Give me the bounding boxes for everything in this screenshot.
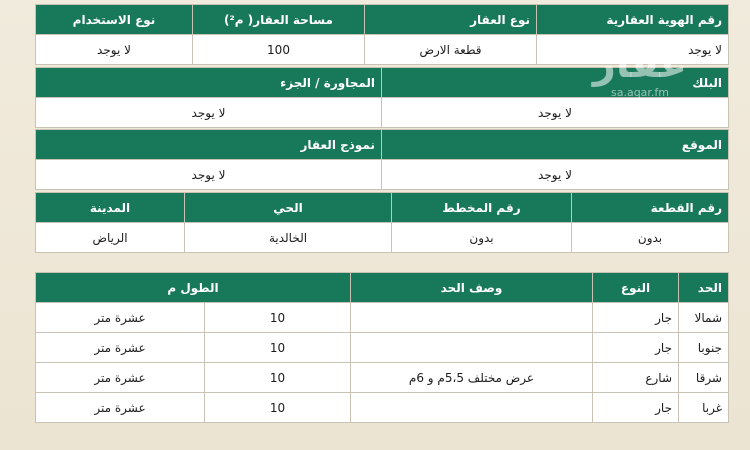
header-boundary-side: الحد: [679, 273, 729, 303]
value-plan-number: بدون: [392, 223, 572, 253]
header-district: الحي: [185, 193, 392, 223]
table-row: [36, 333, 729, 363]
boundary-length-number: 10: [205, 363, 351, 393]
header-property-type: نوع العقار: [365, 5, 537, 35]
header-usage-type: نوع الاستخدام: [36, 5, 193, 35]
header-plot-number: رقم القطعة: [572, 193, 729, 223]
boundary-type: جار: [593, 333, 679, 363]
boundary-length-words: عشرة متر: [36, 303, 205, 333]
value-district: الخالدية: [185, 223, 392, 253]
value-property-id: لا يوجد: [537, 35, 729, 65]
watermark-logo: عقار: [592, 41, 688, 87]
boundaries-table: [35, 272, 729, 423]
boundary-length-words: عشرة متر: [36, 363, 205, 393]
header-location: الموقع: [382, 130, 729, 160]
boundary-side: غربا: [679, 393, 729, 423]
table-row: [36, 393, 729, 423]
boundary-side: شرقا: [679, 363, 729, 393]
header-city: المدينة: [36, 193, 185, 223]
watermark-url: sa.aqar.fm: [610, 86, 670, 99]
boundary-length-words: عشرة متر: [36, 393, 205, 423]
boundary-length-number: 10: [205, 303, 351, 333]
boundary-description: [351, 393, 593, 423]
header-property-model: نموذج العقار: [36, 130, 382, 160]
boundary-side: شمالا: [679, 303, 729, 333]
property-table: [35, 4, 729, 65]
value-neighborhood-part: لا يوجد: [36, 98, 382, 128]
header-boundary-length: الطول م: [36, 273, 351, 303]
boundary-length-number: 10: [205, 333, 351, 363]
boundary-description: [351, 333, 593, 363]
plan-table: [35, 192, 729, 253]
value-property-area: 100: [193, 35, 365, 65]
header-block: البلك: [382, 68, 729, 98]
header-boundary-description: وصف الحد: [351, 273, 593, 303]
value-city: الرياض: [36, 223, 185, 253]
header-boundary-type: النوع: [593, 273, 679, 303]
header-property-area: مساحة العقار( م²): [193, 5, 365, 35]
block-table: [35, 67, 729, 128]
boundary-side: جنوبا: [679, 333, 729, 363]
boundary-length-number: 10: [205, 393, 351, 423]
value-property-type: قطعة الارض: [365, 35, 537, 65]
boundary-type: شارع: [593, 363, 679, 393]
boundary-description: عرض مختلف 5،5م و 6م: [351, 363, 593, 393]
header-neighborhood-part: المجاورة / الجزء: [36, 68, 382, 98]
value-property-model: لا يوجد: [36, 160, 382, 190]
location-table: [35, 129, 729, 190]
boundary-description: [351, 303, 593, 333]
boundary-length-words: عشرة متر: [36, 333, 205, 363]
header-plan-number: رقم المخطط: [392, 193, 572, 223]
table-row: [36, 363, 729, 393]
table-row: [36, 303, 729, 333]
value-plot-number: بدون: [572, 223, 729, 253]
value-block: لا يوجد: [382, 98, 729, 128]
boundary-type: جار: [593, 393, 679, 423]
header-property-id: رقم الهوية العقارية: [537, 5, 729, 35]
value-usage-type: لا يوجد: [36, 35, 193, 65]
boundary-type: جار: [593, 303, 679, 333]
value-location: لا يوجد: [382, 160, 729, 190]
